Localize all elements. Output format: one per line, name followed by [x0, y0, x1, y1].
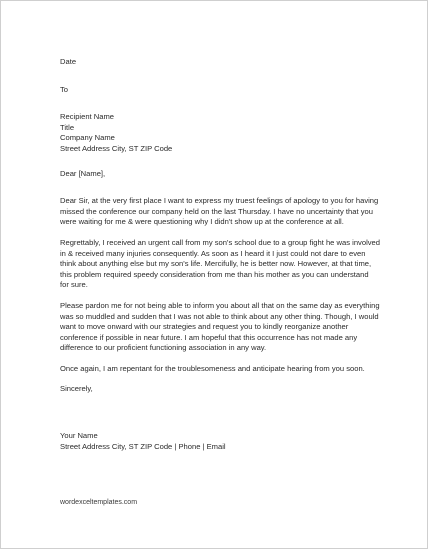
letter-body: [60, 57, 381, 452]
paragraph-line: were waiting for me & were questioning why I didn't show up at the conference at all.: [60, 217, 344, 227]
recipient-address: Street Address City, ST ZIP Code: [60, 143, 173, 153]
paragraph-line: for sure.: [60, 280, 88, 290]
to-line: To: [60, 84, 69, 94]
paragraph-line: Regrettably, I received an urgent call from my son's school due to a group fight he was involved: [60, 237, 380, 247]
paragraph-line: Please pardon me for not being able to inform you about all that on the same day as everything: [60, 300, 380, 310]
paragraph-line: was so muddled and sudden that I was not able to think about any other thing. Though, I would: [60, 311, 379, 321]
date-line: Date: [60, 57, 77, 66]
salutation: Dear [Name],: [60, 168, 106, 178]
paragraph-line: in & received many injuries consequently. As soon as I heard it I just could not dare to even: [60, 248, 366, 258]
recipient-company: Company Name: [60, 133, 115, 143]
paragraph-line: conference if possible in near future. I am hopeful that this occurrence has not made any: [60, 332, 358, 342]
paragraph-2: [60, 238, 381, 291]
paragraph-line: think about anything else but my son's life. Mercifully, he is better now. However, at that time,: [60, 259, 372, 269]
paragraph-line: want to move onward with our strategies and request you to kindly reorganize another: [60, 322, 349, 332]
paragraph-line: Dear Sir, at the very first place I want to express my truest feelings of apology to you for having: [60, 196, 379, 206]
paragraph-line: difference to our proficient functioning association in any way.: [60, 343, 267, 353]
paragraph-1: [60, 196, 381, 228]
website-footer: wordexceltemplates.com: [60, 499, 138, 506]
recipient-name: Recipient Name: [60, 112, 115, 122]
closing: Sincerely,: [60, 384, 93, 394]
paragraph-line: this problem required speedy consideration from me than his mother as you can understand: [60, 269, 369, 279]
paragraph-3: [60, 301, 381, 354]
sender-contact: Street Address City, ST ZIP Code | Phone | Email: [60, 441, 226, 451]
paragraph-line: missed the conference our company held on the last Thursday. I have no uncertainty that you: [60, 206, 373, 216]
recipient-block: [60, 112, 381, 154]
recipient-title: Title: [60, 122, 75, 132]
paragraph-line: Once again, I am repentant for the troublesomeness and anticipate hearing from you soon.: [60, 363, 365, 373]
paragraph-4: [60, 364, 381, 375]
sender-name: Your Name: [60, 431, 98, 441]
